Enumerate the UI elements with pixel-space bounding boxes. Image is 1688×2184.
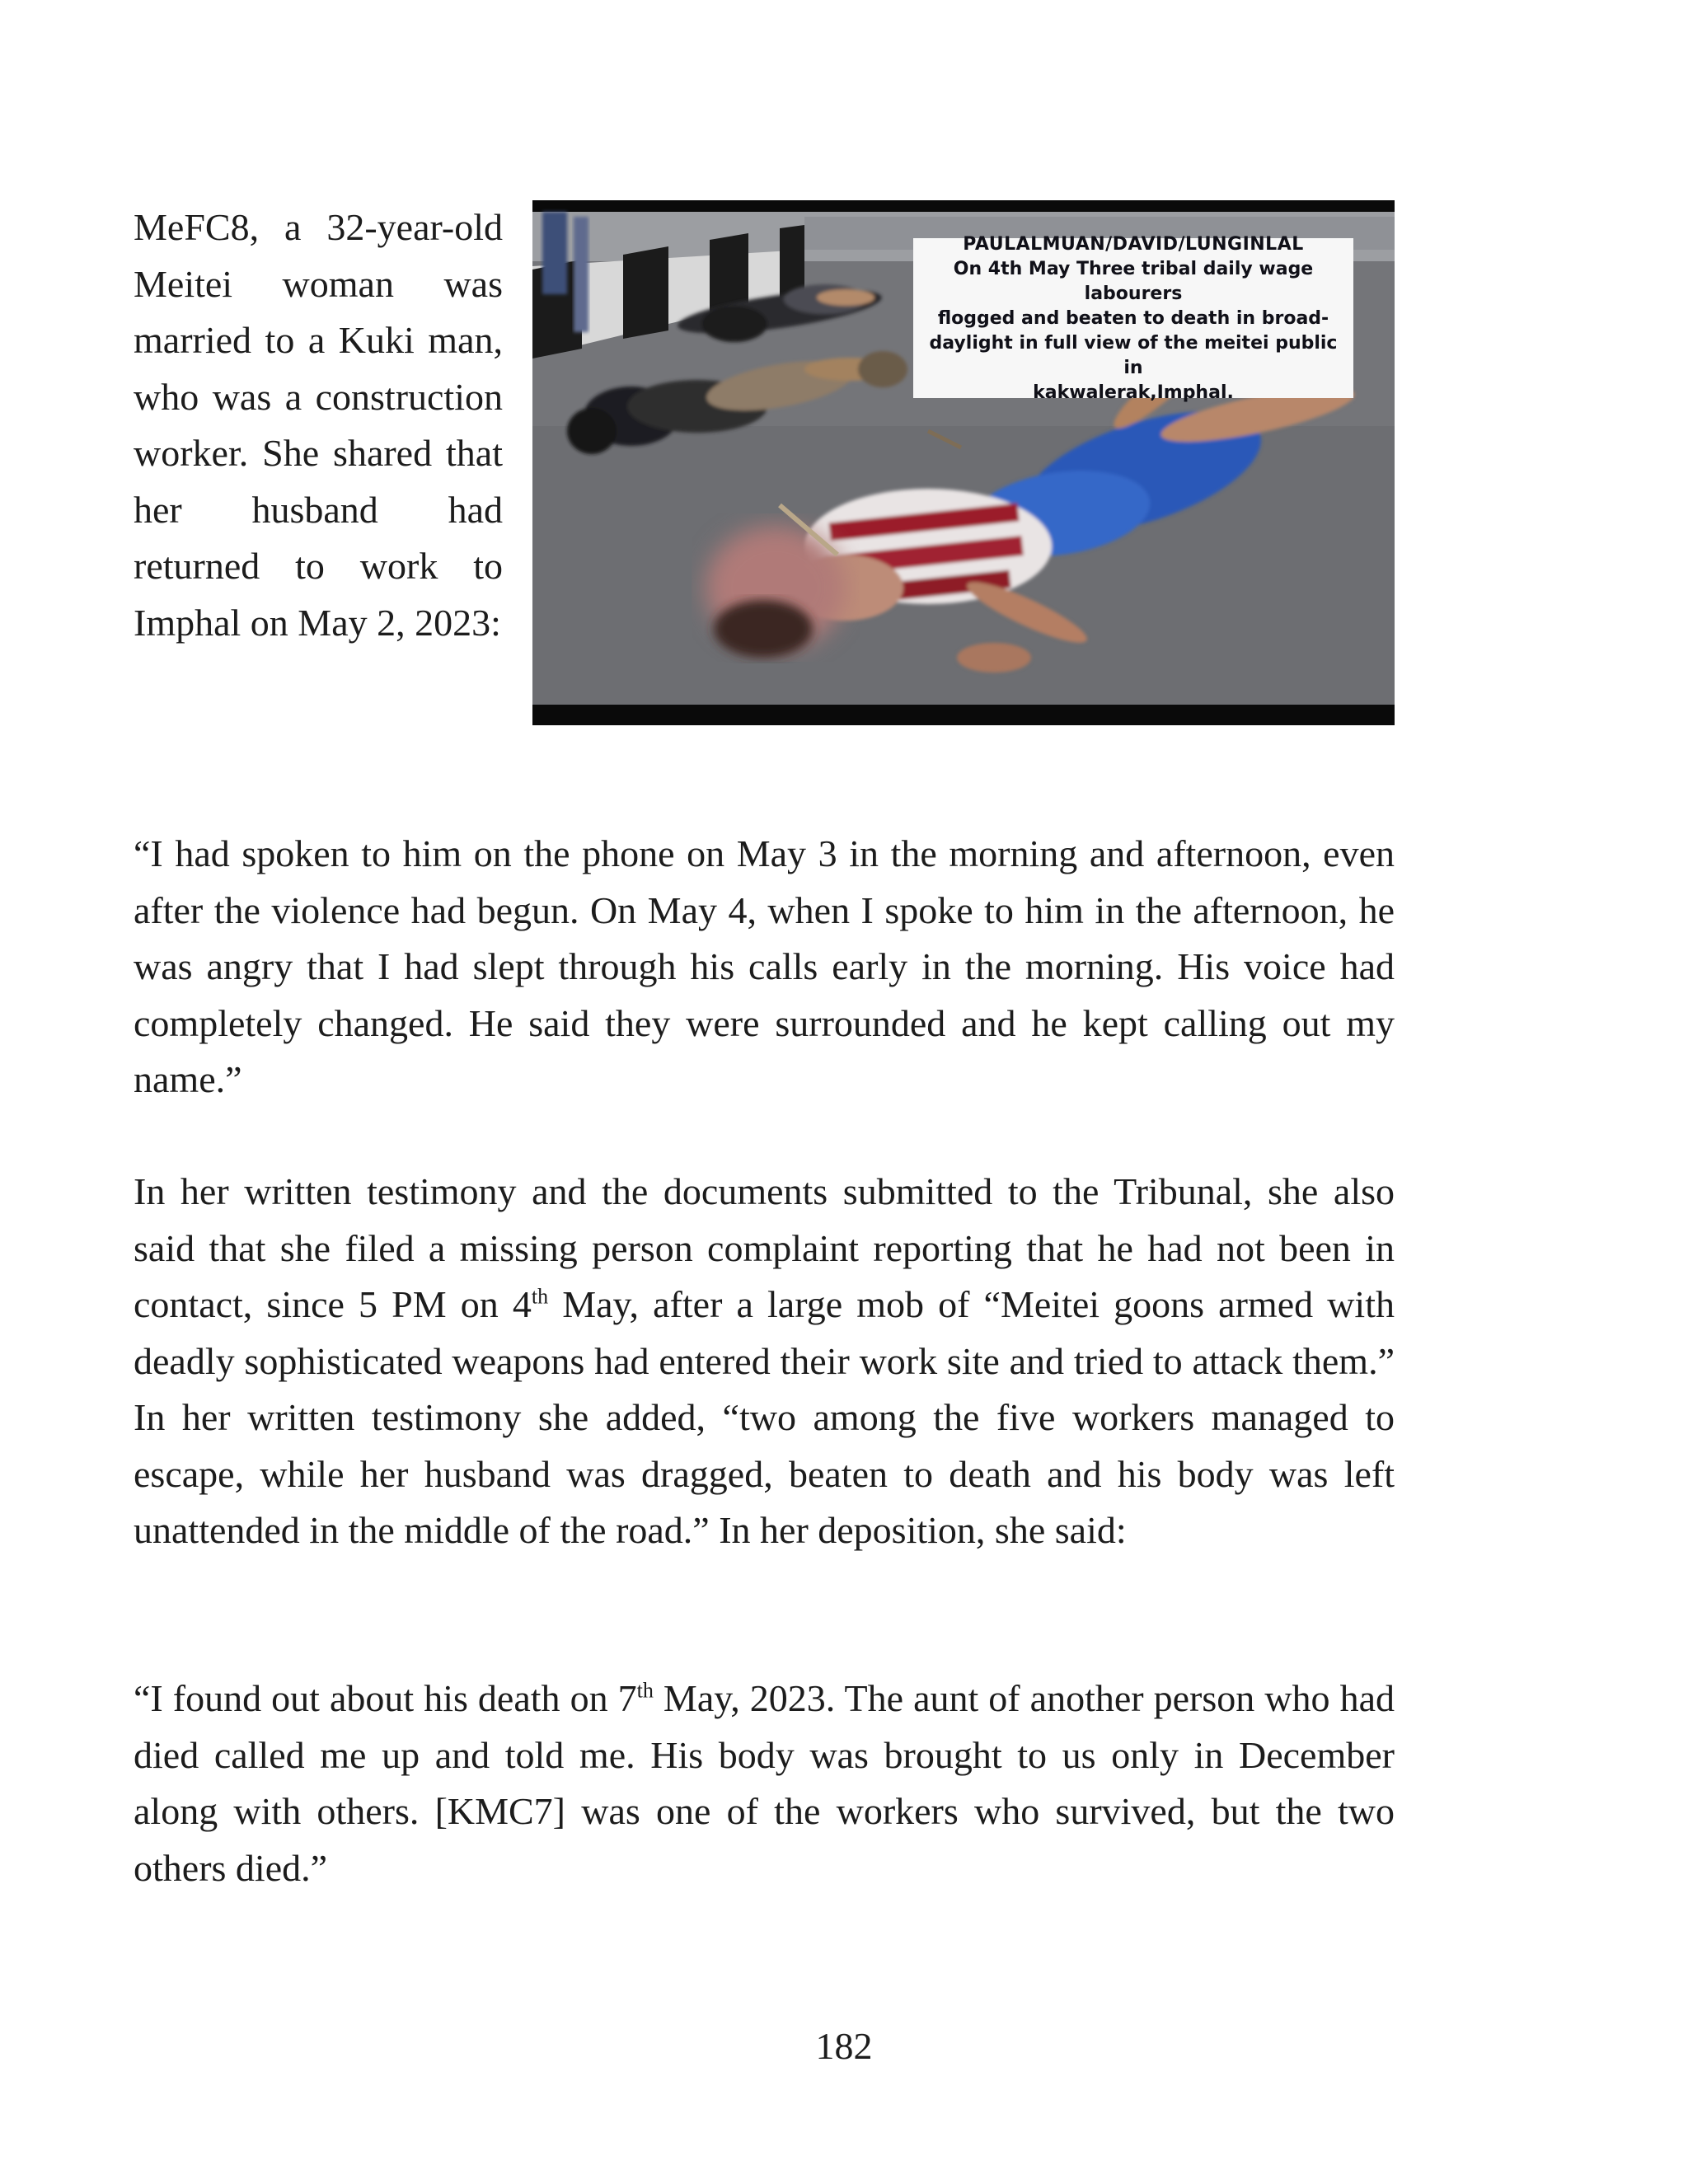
quote-text-start: “I found out about his death on 7 [134,1677,637,1719]
quote-paragraph-phone-call: “I had spoken to him on the phone on May 3 in the morning and afternoon, even after the violence had begun. On May 4, when I spoke to him in the afternoon, he was angry that I had slept through his calls early in the morning. His voice had completely changed. He said they were surrounded and he kept calling out my name.” [134,832,1395,1100]
caption-line: flogged and beaten to death in broad- [937,307,1329,329]
image-caption-box [913,233,1353,403]
news-photo [532,200,1395,725]
caption-names: PAULALMUAN/DAVID/LUNGINLAL [963,233,1304,255]
caption-line: On 4th May Three tribal daily wage labourers [953,258,1314,304]
intro-paragraph: MeFC8, a 32-year-old Meitei woman was married to a Kuki man, who was a construction worker. She shared that her husband had returned to work to Imphal on May 2, 2023: [134,206,503,644]
testimony-text-end: May, after a large mob of “Meitei goons armed with deadly sophisticated weapons had entered their work site and tried to attack them.” In her written testimony she added, “two among the five workers managed to escape, while her husband was dragged, beaten to death and his body was left unattended in the middle of the road.” In her deposition, she said: [134,1283,1395,1551]
testimony-paragraph [134,1164,1395,1559]
caption-line: daylight in full view of the meitei public in [929,332,1338,378]
ordinal-suffix: th [531,1284,549,1309]
quote-text-end: May, 2023. The aunt of another person who had died called me up and told me. His body was brought to us only in December along with others. [KMC7] was one of the workers who survived, but the two others died.” [134,1677,1395,1889]
page-number: 182 [815,2025,873,2067]
ordinal-suffix: th [636,1678,654,1703]
quote-paragraph-death [134,1671,1395,1896]
testimony-text-start: In her written testimony and the documents submitted to the Tribunal, she also said that she filed a missing person complaint reporting that he had not been in contact, since 5 PM on 4 [134,1170,1395,1325]
caption-line: kakwalerak,Imphal. [1033,382,1234,403]
